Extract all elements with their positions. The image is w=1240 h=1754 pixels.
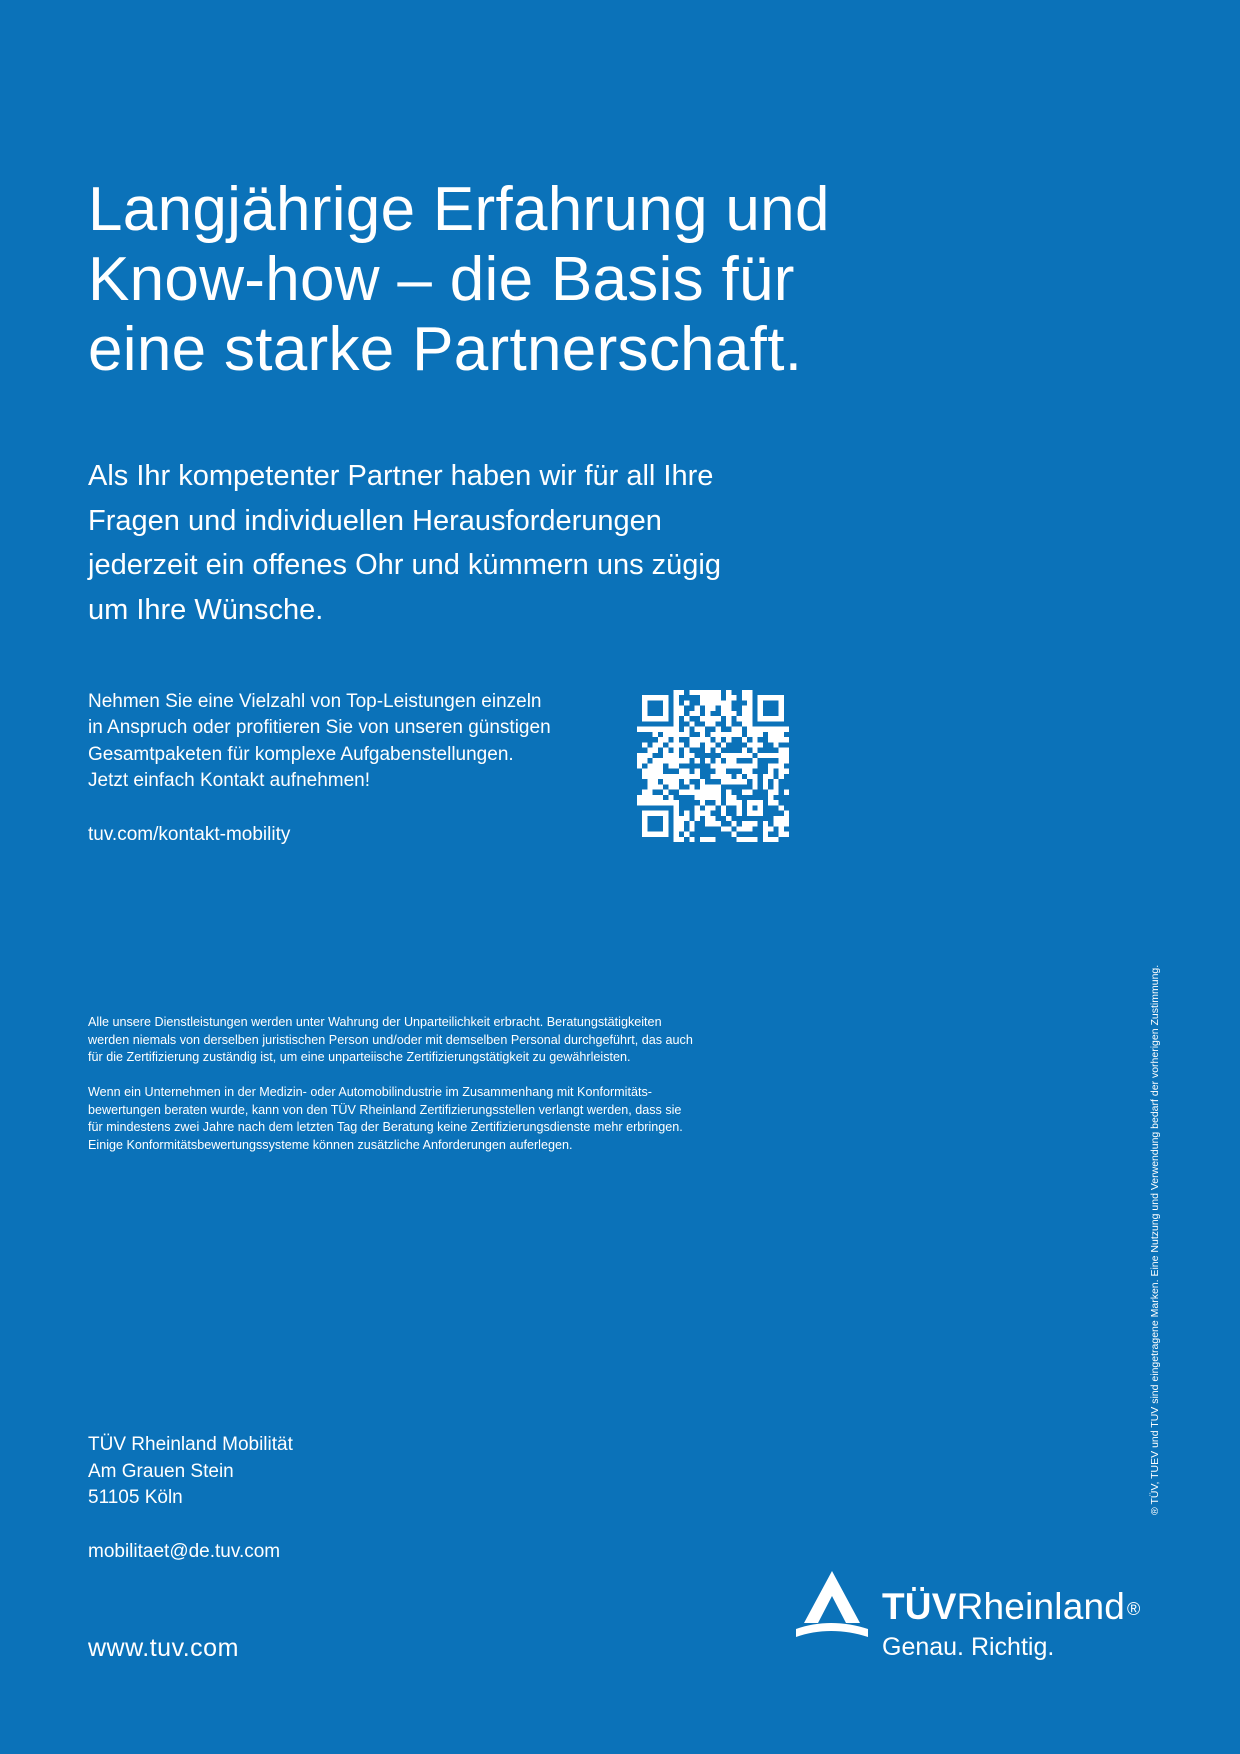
- email-link[interactable]: mobilitaet@de.tuv.com: [88, 1541, 281, 1562]
- headline-line: Know-how – die Basis für: [88, 245, 795, 314]
- lead-line: Als Ihr kompetenter Partner haben wir für all Ihre: [88, 460, 714, 492]
- contact-link[interactable]: tuv.com/kontakt-mobility: [88, 824, 291, 845]
- legal-line: bewertungen beraten wurde, kann von den TÜV Rheinland Zertifizierungsstellen verlangt werden, dass sie: [88, 1102, 682, 1117]
- legal-line: werden niemals von derselben juristischen Person und/oder mit demselben Personal durchgeführt, das auch: [88, 1032, 693, 1047]
- tuv-triangle-logo-icon: [796, 1571, 868, 1637]
- legal-paragraph-2: [88, 1084, 808, 1154]
- lead-line: Fragen und individuellen Herausforderungen: [88, 504, 662, 537]
- legal-line: Alle unsere Dienstleistungen werden unter Wahrung der Unparteilichkeit erbracht. Beratungstätigkeiten: [88, 1015, 662, 1029]
- address-block: [88, 1432, 293, 1512]
- brand-slogan: Genau. Richtig.: [882, 1633, 1055, 1661]
- brand-name: [882, 1586, 1141, 1628]
- brand-name-bold: TÜV: [882, 1586, 957, 1627]
- company-name: TÜV Rheinland Mobilität: [88, 1434, 293, 1455]
- website-link[interactable]: www.tuv.com: [88, 1634, 239, 1662]
- street: Am Grauen Stein: [88, 1460, 234, 1482]
- lead-line: jederzeit ein offenes Ohr und kümmern uns zügig: [88, 549, 721, 581]
- intro-line: Jetzt einfach Kontakt aufnehmen!: [88, 769, 371, 791]
- intro-line: in Anspruch oder profitieren Sie von unseren günstigen: [88, 717, 551, 739]
- legal-line: für die Zertifizierung zuständig ist, um eine unparteiische Zertifizierungstätigkeit zu gewährleisten.: [88, 1050, 631, 1065]
- legal-paragraph-1: [88, 1014, 808, 1067]
- headline-line: eine starke Partnerschaft.: [88, 315, 803, 384]
- intro-line: Gesamtpaketen für komplexe Aufgabenstellungen.: [88, 743, 514, 765]
- brand-name-regular: Rheinland: [956, 1586, 1126, 1627]
- registered-mark: ®: [1127, 1599, 1141, 1619]
- trademark-note: ® TÜV, TUEV und TUV sind eingetragene Marken. Eine Nutzung und Verwendung bedarf der vorherigen Zustimmung.: [1149, 964, 1161, 1515]
- qr-code-icon[interactable]: [637, 690, 789, 842]
- headline: [88, 175, 888, 385]
- lead-line: um Ihre Wünsche.: [88, 593, 324, 626]
- legal-line: Einige Konformitätsbewertungssysteme können zusätzliche Anforderungen auferlegen.: [88, 1137, 573, 1152]
- postal-city: 51105 Köln: [88, 1487, 183, 1508]
- lead-paragraph: [88, 454, 848, 632]
- intro-line: Nehmen Sie eine Vielzahl von Top-Leistungen einzeln: [88, 691, 542, 712]
- intro-paragraph: [88, 689, 608, 794]
- legal-line: Wenn ein Unternehmen in der Medizin- oder Automobilindustrie im Zusammenhang mit Konformitäts-: [88, 1085, 652, 1099]
- headline-line: Langjährige Erfahrung und: [88, 175, 830, 244]
- legal-line: für mindestens zwei Jahre nach dem letzten Tag der Beratung keine Zertifizierungsdienste mehr erbringen.: [88, 1120, 683, 1135]
